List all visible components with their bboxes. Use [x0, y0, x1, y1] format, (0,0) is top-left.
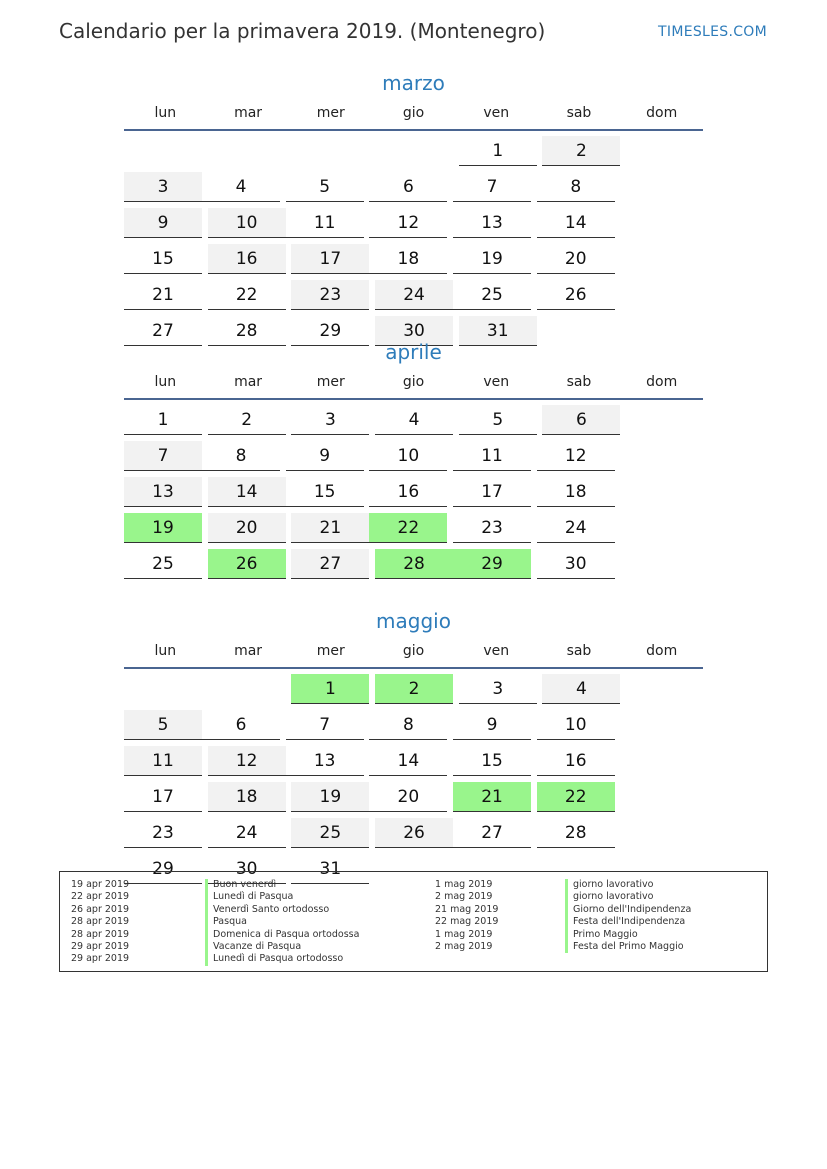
empty-day-cell [124, 136, 202, 166]
day-cell: 14 [369, 746, 447, 776]
month-may [124, 607, 703, 890]
legend-holiday-name: Festa del Primo Maggio [565, 941, 691, 953]
day-cell: 15 [124, 244, 202, 274]
holiday-legend [59, 871, 768, 972]
day-cell: 7 [124, 441, 202, 471]
legend-date: 29 apr 2019 [71, 940, 130, 952]
day-cell: 5 [124, 710, 202, 740]
legend-date: 26 apr 2019 [71, 903, 130, 915]
legend-date: 1 mag 2019 [435, 879, 493, 890]
day-cell: 9 [124, 208, 202, 238]
legend-holiday-name: giorno lavorativo [565, 891, 691, 903]
day-cell: 14 [208, 477, 286, 507]
brand-link[interactable]: TIMESLES.COM [658, 24, 767, 40]
day-cell: 18 [537, 477, 615, 507]
day-cell: 15 [286, 477, 364, 507]
day-cell: 27 [124, 316, 202, 346]
holiday-day-cell: 28 [375, 549, 453, 579]
weekday-label: lun [154, 374, 177, 390]
day-cell: 23 [453, 513, 531, 543]
weekday-label: mar [234, 374, 263, 390]
day-cell: 11 [286, 208, 364, 238]
day-cell: 29 [124, 854, 202, 884]
legend-holiday-name: giorno lavorativo [565, 879, 691, 891]
day-cell: 21 [124, 280, 202, 310]
day-cell: 13 [124, 477, 202, 507]
legend-holiday-name: Festa dell'Indipendenza [565, 916, 691, 928]
legend-left-dates [71, 879, 129, 966]
empty-day-cell [375, 136, 453, 166]
day-cell: 25 [453, 280, 531, 310]
day-grid [124, 669, 703, 890]
month-april [124, 338, 703, 585]
day-cell: 27 [291, 549, 369, 579]
empty-day-cell [208, 136, 286, 166]
day-cell: 20 [369, 782, 447, 812]
weekday-header [124, 643, 703, 667]
day-cell: 28 [208, 316, 286, 346]
weekday-header [124, 105, 703, 129]
empty-day-cell [208, 674, 286, 704]
day-cell: 21 [291, 513, 369, 543]
day-grid [124, 131, 703, 352]
weekday-label: mer [316, 105, 345, 121]
weekday-label: lun [154, 643, 177, 659]
day-cell: 10 [369, 441, 447, 471]
weekday-label: mer [316, 643, 345, 659]
day-cell: 10 [208, 208, 286, 238]
day-cell: 19 [291, 782, 369, 812]
day-cell: 9 [286, 441, 364, 471]
day-cell: 6 [369, 172, 447, 202]
legend-holiday-name: Vacanze di Pasqua [205, 941, 359, 953]
legend-date: 2 mag 2019 [435, 940, 493, 952]
day-cell: 7 [286, 710, 364, 740]
weekday-label: sab [566, 643, 592, 659]
day-cell: 18 [369, 244, 447, 274]
legend-date: 22 apr 2019 [71, 891, 130, 903]
day-cell: 14 [537, 208, 615, 238]
day-cell: 23 [124, 818, 202, 848]
day-cell: 17 [453, 477, 531, 507]
legend-holiday-name: Buon venerdì [205, 879, 359, 891]
day-cell: 30 [375, 316, 453, 346]
holiday-day-cell: 29 [453, 549, 531, 579]
legend-date: 21 mag 2019 [435, 903, 499, 915]
weekday-label: mar [234, 105, 263, 121]
empty-day-cell [291, 136, 369, 166]
legend-right-dates [435, 879, 498, 953]
weekday-label: ven [483, 374, 510, 390]
day-cell: 11 [453, 441, 531, 471]
day-cell: 26 [537, 280, 615, 310]
legend-date: 28 apr 2019 [71, 928, 130, 940]
holiday-day-cell: 19 [124, 513, 202, 543]
day-cell: 28 [537, 818, 615, 848]
day-cell: 18 [208, 782, 286, 812]
holiday-day-cell: 26 [208, 549, 286, 579]
day-cell: 8 [537, 172, 615, 202]
day-cell: 30 [208, 854, 286, 884]
legend-holiday-name: Lunedì di Pasqua [205, 891, 359, 903]
day-cell: 24 [537, 513, 615, 543]
legend-holiday-name: Domenica di Pasqua ortodossa [205, 929, 359, 941]
day-cell: 13 [286, 746, 364, 776]
day-cell: 23 [291, 280, 369, 310]
holiday-day-cell: 22 [537, 782, 615, 812]
legend-right-names [565, 879, 691, 953]
weekday-label: gio [402, 105, 425, 121]
weekday-header [124, 374, 703, 398]
weekday-label: ven [483, 105, 510, 121]
day-cell: 4 [375, 405, 453, 435]
weekday-label: ven [483, 643, 510, 659]
day-cell: 2 [208, 405, 286, 435]
legend-date: 28 apr 2019 [71, 916, 130, 928]
legend-holiday-name: Venerdì Santo ortodosso [205, 904, 359, 916]
day-cell: 31 [291, 854, 369, 884]
legend-date: 22 mag 2019 [435, 916, 499, 928]
day-cell: 16 [369, 477, 447, 507]
legend-holiday-name: Giorno dell'Indipendenza [565, 904, 691, 916]
day-cell: 17 [124, 782, 202, 812]
day-cell: 12 [537, 441, 615, 471]
day-cell: 5 [286, 172, 364, 202]
legend-date: 19 apr 2019 [71, 879, 130, 890]
day-cell: 20 [537, 244, 615, 274]
day-cell: 16 [537, 746, 615, 776]
day-cell: 12 [369, 208, 447, 238]
month-title: marzo [382, 71, 445, 95]
legend-holiday-name: Lunedì di Pasqua ortodosso [205, 953, 359, 965]
holiday-day-cell: 21 [453, 782, 531, 812]
day-cell: 3 [459, 674, 537, 704]
day-cell: 3 [124, 172, 202, 202]
day-cell: 24 [208, 818, 286, 848]
month-title: maggio [376, 609, 451, 633]
month-title: aprile [385, 340, 442, 364]
day-cell: 10 [537, 710, 615, 740]
day-cell: 25 [124, 549, 202, 579]
day-cell: 2 [542, 136, 620, 166]
day-cell: 1 [459, 136, 537, 166]
holiday-day-cell: 1 [291, 674, 369, 704]
day-cell: 16 [208, 244, 286, 274]
weekday-label: mer [316, 374, 345, 390]
day-cell: 6 [542, 405, 620, 435]
weekday-label: dom [646, 105, 678, 121]
day-cell: 4 [202, 172, 280, 202]
day-cell: 24 [375, 280, 453, 310]
legend-holiday-name: Primo Maggio [565, 929, 691, 941]
weekday-label: gio [402, 643, 425, 659]
day-cell: 3 [291, 405, 369, 435]
weekday-label: mar [234, 643, 263, 659]
day-cell: 27 [453, 818, 531, 848]
day-cell: 1 [124, 405, 202, 435]
day-cell: 20 [208, 513, 286, 543]
weekday-label: lun [154, 105, 177, 121]
holiday-day-cell: 2 [375, 674, 453, 704]
legend-date: 29 apr 2019 [71, 953, 130, 965]
day-cell: 30 [537, 549, 615, 579]
day-cell: 8 [202, 441, 280, 471]
day-cell: 26 [375, 818, 453, 848]
day-cell: 25 [291, 818, 369, 848]
weekday-label: sab [566, 374, 592, 390]
weekday-label: dom [646, 374, 678, 390]
legend-left-names [205, 879, 359, 966]
day-cell: 7 [453, 172, 531, 202]
weekday-label: gio [402, 374, 425, 390]
day-grid [124, 400, 703, 585]
day-cell: 29 [291, 316, 369, 346]
day-cell: 15 [453, 746, 531, 776]
day-cell: 31 [459, 316, 537, 346]
legend-date: 1 mag 2019 [435, 928, 493, 940]
day-cell: 9 [453, 710, 531, 740]
weekday-label: dom [646, 643, 678, 659]
holiday-day-cell: 22 [369, 513, 447, 543]
day-cell: 22 [208, 280, 286, 310]
page-title: Calendario per la primavera 2019. (Montenegro) [59, 19, 546, 43]
day-cell: 12 [208, 746, 286, 776]
day-cell: 6 [202, 710, 280, 740]
day-cell: 5 [459, 405, 537, 435]
legend-date: 2 mag 2019 [435, 891, 493, 903]
day-cell: 19 [453, 244, 531, 274]
month-march [124, 69, 703, 352]
empty-day-cell [124, 674, 202, 704]
day-cell: 17 [291, 244, 369, 274]
weekday-label: sab [566, 105, 592, 121]
day-cell: 13 [453, 208, 531, 238]
legend-holiday-name: Pasqua [205, 916, 359, 928]
day-cell: 8 [369, 710, 447, 740]
day-cell: 4 [542, 674, 620, 704]
day-cell: 11 [124, 746, 202, 776]
